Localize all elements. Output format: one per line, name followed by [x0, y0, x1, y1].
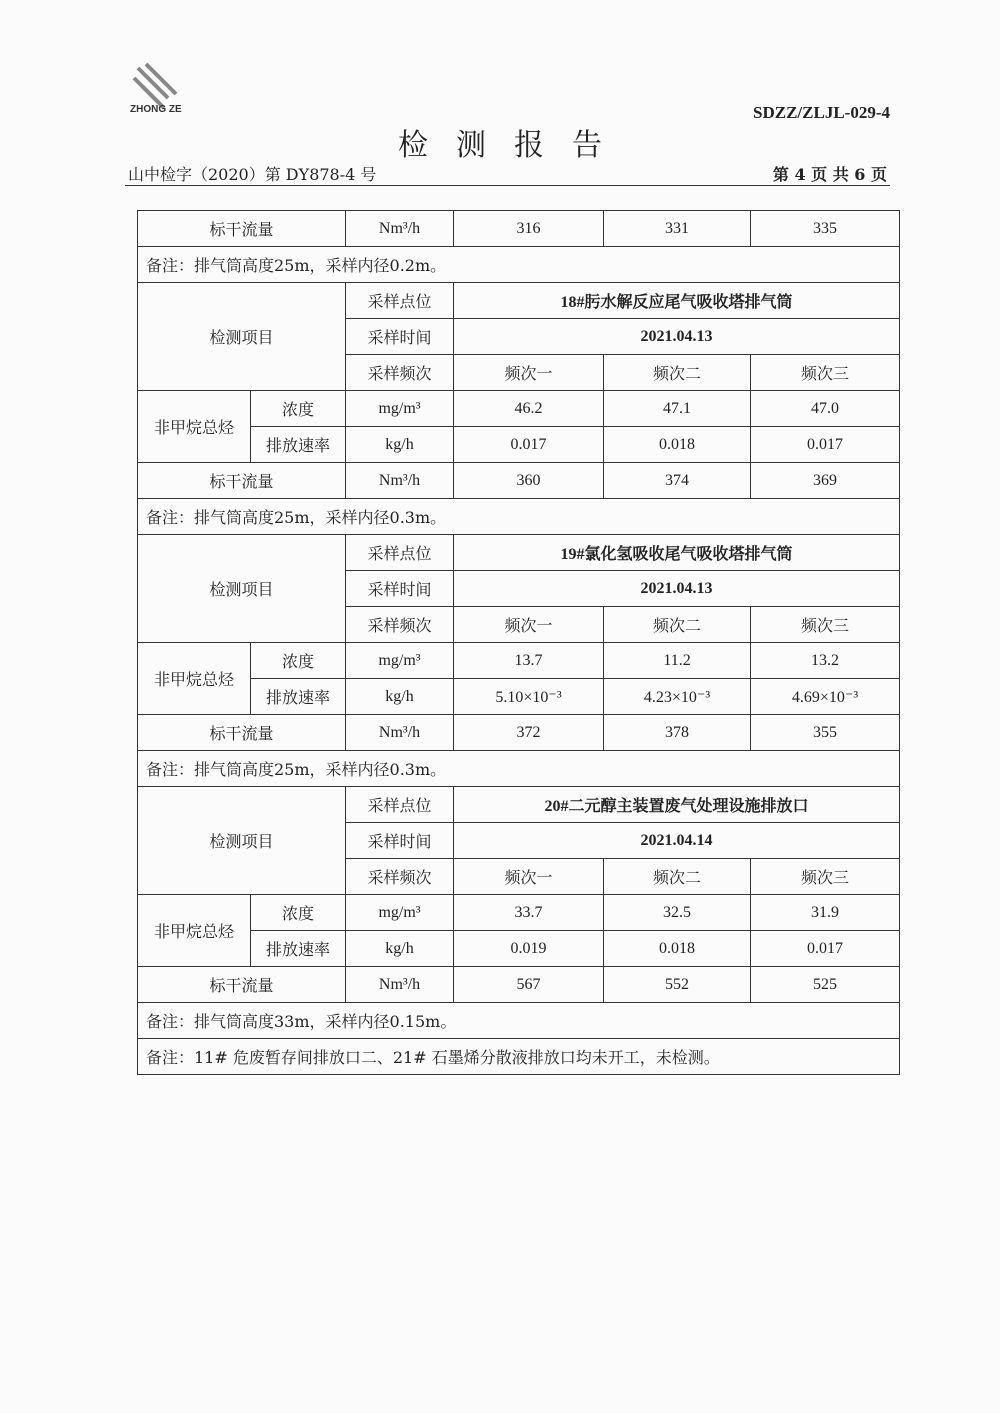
table-cell: 排放速率 [251, 427, 346, 463]
remark: 备注：排气筒高度25m，采样内径0.3m。 [138, 499, 900, 535]
table-cell: 采样时间 [346, 319, 454, 355]
table-cell: Nm³/h [346, 967, 454, 1003]
table-cell: Nm³/h [346, 715, 454, 751]
remark: 备注：排气筒高度25m，采样内径0.2m。 [138, 247, 900, 283]
document-number: 山中检字（2020）第 DY878-4 号 [128, 165, 377, 184]
table-cell: 525 [751, 967, 900, 1003]
table-cell: 372 [454, 715, 604, 751]
table-row [138, 715, 900, 751]
table-cell: 33.7 [454, 895, 604, 931]
table-cell: 11.2 [604, 643, 751, 679]
final-remark: 备注：11# 危废暂存间排放口二、21# 石墨烯分散液排放口均未开工，未检测。 [138, 1039, 900, 1075]
table-row [138, 643, 900, 679]
table-cell: 标干流量 [138, 211, 346, 247]
table-cell: 频次三 [751, 355, 900, 391]
table-row [138, 967, 900, 1003]
table-cell: 0.018 [604, 427, 751, 463]
table-cell: 采样频次 [346, 859, 454, 895]
table-cell: 标干流量 [138, 967, 346, 1003]
table-cell: 标干流量 [138, 463, 346, 499]
table-cell: 频次三 [751, 607, 900, 643]
table-cell: 0.018 [604, 931, 751, 967]
table-cell: 非甲烷总烃 [138, 391, 251, 463]
table-cell: 335 [751, 211, 900, 247]
table-cell: 0.017 [751, 427, 900, 463]
table-cell: 采样点位 [346, 283, 454, 319]
remark: 备注：排气筒高度33m，采样内径0.15m。 [138, 1003, 900, 1039]
table-row [138, 211, 900, 247]
table-cell: 31.9 [751, 895, 900, 931]
table-cell: 频次三 [751, 859, 900, 895]
table-cell: 采样时间 [346, 571, 454, 607]
table-cell: 0.017 [454, 427, 604, 463]
table-cell: 采样点位 [346, 787, 454, 823]
table-cell: 浓度 [251, 391, 346, 427]
sampling-point: 20#二元醇主装置废气处理设施排放口 [454, 787, 900, 823]
sampling-date: 2021.04.13 [454, 319, 900, 355]
table-cell: 4.23×10⁻³ [604, 679, 751, 715]
table-cell: 369 [751, 463, 900, 499]
table-cell: 378 [604, 715, 751, 751]
table-cell: kg/h [346, 427, 454, 463]
table-row [138, 679, 900, 715]
table-cell: 0.019 [454, 931, 604, 967]
table-cell: 频次二 [604, 607, 751, 643]
table-cell: 频次一 [454, 355, 604, 391]
table-cell: 频次二 [604, 355, 751, 391]
table-row [138, 535, 900, 571]
table-cell: 5.10×10⁻³ [454, 679, 604, 715]
table-cell: 567 [454, 967, 604, 1003]
remark: 备注：排气筒高度25m，采样内径0.3m。 [138, 751, 900, 787]
sampling-date: 2021.04.14 [454, 823, 900, 859]
table-cell: 32.5 [604, 895, 751, 931]
table-cell: 374 [604, 463, 751, 499]
table-cell: 频次二 [604, 859, 751, 895]
table-cell: 检测项目 [138, 787, 346, 895]
table-cell: kg/h [346, 931, 454, 967]
table-cell: Nm³/h [346, 463, 454, 499]
table-cell: 标干流量 [138, 715, 346, 751]
table-cell: 552 [604, 967, 751, 1003]
table-cell: 检测项目 [138, 283, 346, 391]
table-row [138, 931, 900, 967]
table-cell: 采样频次 [346, 607, 454, 643]
table-cell: 13.2 [751, 643, 900, 679]
table-cell: 360 [454, 463, 604, 499]
table-cell: 浓度 [251, 895, 346, 931]
table-cell: 0.017 [751, 931, 900, 967]
table-cell: 采样点位 [346, 535, 454, 571]
results-table [137, 210, 900, 1075]
table-cell: mg/m³ [346, 643, 454, 679]
table-row [138, 247, 900, 283]
table-cell: 非甲烷总烃 [138, 643, 251, 715]
table-row [138, 1039, 900, 1075]
table-cell: 浓度 [251, 643, 346, 679]
table-cell: 排放速率 [251, 679, 346, 715]
table-cell: 非甲烷总烃 [138, 895, 251, 967]
sampling-date: 2021.04.13 [454, 571, 900, 607]
table-cell: 46.2 [454, 391, 604, 427]
form-code: SDZZ/ZLJL-029-4 [753, 103, 890, 122]
table-cell: Nm³/h [346, 211, 454, 247]
table-row [138, 751, 900, 787]
table-cell: 排放速率 [251, 931, 346, 967]
table-cell: 4.69×10⁻³ [751, 679, 900, 715]
table-cell: 频次一 [454, 607, 604, 643]
table-cell: 47.0 [751, 391, 900, 427]
table-cell: 331 [604, 211, 751, 247]
table-cell: 采样时间 [346, 823, 454, 859]
sampling-point: 19#氯化氢吸收尾气吸收塔排气筒 [454, 535, 900, 571]
table-cell: 频次一 [454, 859, 604, 895]
table-cell: kg/h [346, 679, 454, 715]
table-cell: 47.1 [604, 391, 751, 427]
table-cell: mg/m³ [346, 391, 454, 427]
table-cell: 13.7 [454, 643, 604, 679]
table-row [138, 391, 900, 427]
table-row [138, 499, 900, 535]
table-cell: 采样频次 [346, 355, 454, 391]
logo-text: ZHONG ZE [130, 104, 182, 115]
table-cell: 检测项目 [138, 535, 346, 643]
header-divider [125, 185, 890, 186]
sampling-point: 18#肟水解反应尾气吸收塔排气筒 [454, 283, 900, 319]
table-row [138, 787, 900, 823]
table-cell: mg/m³ [346, 895, 454, 931]
report-title: 检测报告 [398, 128, 630, 163]
table-row [138, 895, 900, 931]
table-row [138, 1003, 900, 1039]
table-cell: 355 [751, 715, 900, 751]
table-row [138, 427, 900, 463]
table-cell: 316 [454, 211, 604, 247]
table-row [138, 283, 900, 319]
table-row [138, 463, 900, 499]
page-number: 第 4 页 共 6 页 [772, 165, 887, 184]
